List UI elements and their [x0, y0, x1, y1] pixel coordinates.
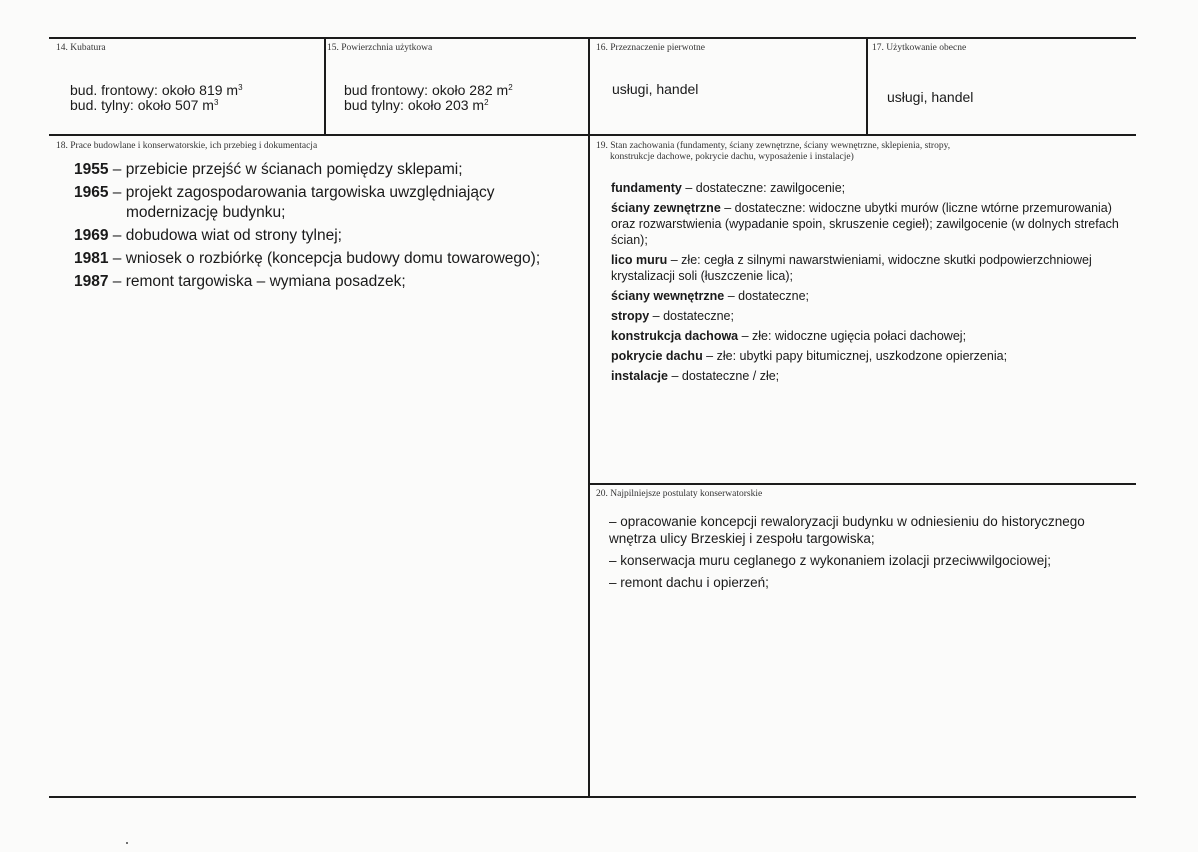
divider-14-15	[324, 37, 326, 134]
field-14-line-1: bud. frontowy: około 819 $m^3$	[70, 82, 243, 98]
condition-entry: pokrycie dachu – złe: ubytki papy bitumicznej, uszkodzone opierzenia;	[611, 349, 1008, 363]
history-entry: 1955 – przebicie przejść w ścianach pomiędzy sklepami;	[74, 161, 463, 178]
postulates-list	[609, 513, 1129, 596]
scan-speck	[126, 842, 128, 844]
condition-entry: konstrukcja dachowa – złe: widoczne ugięcia połaci dachowej;	[611, 329, 967, 343]
condition-entry: instalacje – dostateczne / złe;	[611, 369, 780, 383]
field-14-label: 14. Kubatura	[56, 43, 106, 53]
field-18-label: 18. Prace budowlane i konserwatorskie, ich przebieg i dokumentacja	[56, 141, 318, 151]
field-20-label: 20. Najpilniejsze postulaty konserwatorskie	[596, 489, 763, 499]
field-15-label: 15. Powierzchnia użytkowa	[327, 43, 433, 53]
works-history-list	[74, 160, 574, 295]
divider-15-16	[588, 37, 590, 797]
section20-top-rule	[590, 483, 1136, 485]
condition-entry: ściany wewnętrzne – dostateczne;	[611, 289, 810, 303]
field-16-label: 16. Przeznaczenie pierwotne	[596, 43, 705, 53]
top-rule	[49, 37, 1136, 39]
condition-entry: stropy – dostateczne;	[611, 309, 734, 323]
field-19-label-cont: konstrukcje dachowe, pokrycie dachu, wyposażenie i instalacje)	[610, 152, 854, 162]
field-17-value: usługi, handel	[887, 89, 974, 105]
postulate-entry: – remont dachu i opierzeń;	[609, 575, 769, 590]
field-19-label: 19. Stan zachowania (fundamenty, ściany zewnętrzne, ściany wewnętrzne, sklepienia, stropy,	[596, 141, 951, 151]
history-entry: 1981 – wniosek o rozbiórkę (koncepcja budowy domu towarowego);	[74, 250, 541, 267]
history-entry: 1987 – remont targowiska – wymiana posadzek;	[74, 273, 406, 290]
condition-entry: fundamenty – dostateczne: zawilgocenie;	[611, 181, 846, 195]
postulate-entry: – opracowanie koncepcji rewaloryzacji budynku w odniesieniu do historycznego wnętrza ulicy Brzeskiej i zespołu targowiska;	[609, 514, 1085, 546]
postulate-entry: – konserwacja muru ceglanego z wykonaniem izolacji przeciwwilgociowej;	[609, 553, 1051, 568]
field-17-label: 17. Użytkowanie obecne	[872, 43, 967, 53]
bottom-rule	[49, 796, 1136, 798]
row1-bottom-rule	[49, 134, 1136, 136]
field-15-line-2: bud tylny: około 203 $m^2$	[344, 97, 489, 113]
condition-list	[611, 180, 1131, 388]
divider-16-17	[866, 37, 868, 134]
field-16-value: usługi, handel	[612, 81, 699, 97]
condition-entry: ściany zewnętrzne – dostateczne: widoczne ubytki murów (liczne wtórne przemurowania) oraz rozwarstwienia (wypadanie spoin, skruszenie cegieł); zawilgocenie (w dolnych strefach ścian);	[611, 201, 1119, 247]
field-15-line-1: bud frontowy: około 282 $m^2$	[344, 82, 513, 98]
history-entry: 1969 – dobudowa wiat od strony tylnej;	[74, 227, 342, 244]
history-entry: 1965 – projekt zagospodarowania targowiska uwzględniający modernizację budynku;	[74, 184, 495, 221]
condition-entry: lico muru – złe: cegła z silnymi nawarstwieniami, widoczne skutki podpowierzchniowej krystalizacji soli (łuszczenie lica);	[611, 253, 1092, 283]
field-14-line-2: bud. tylny: około 507 $m^3$	[70, 97, 219, 113]
